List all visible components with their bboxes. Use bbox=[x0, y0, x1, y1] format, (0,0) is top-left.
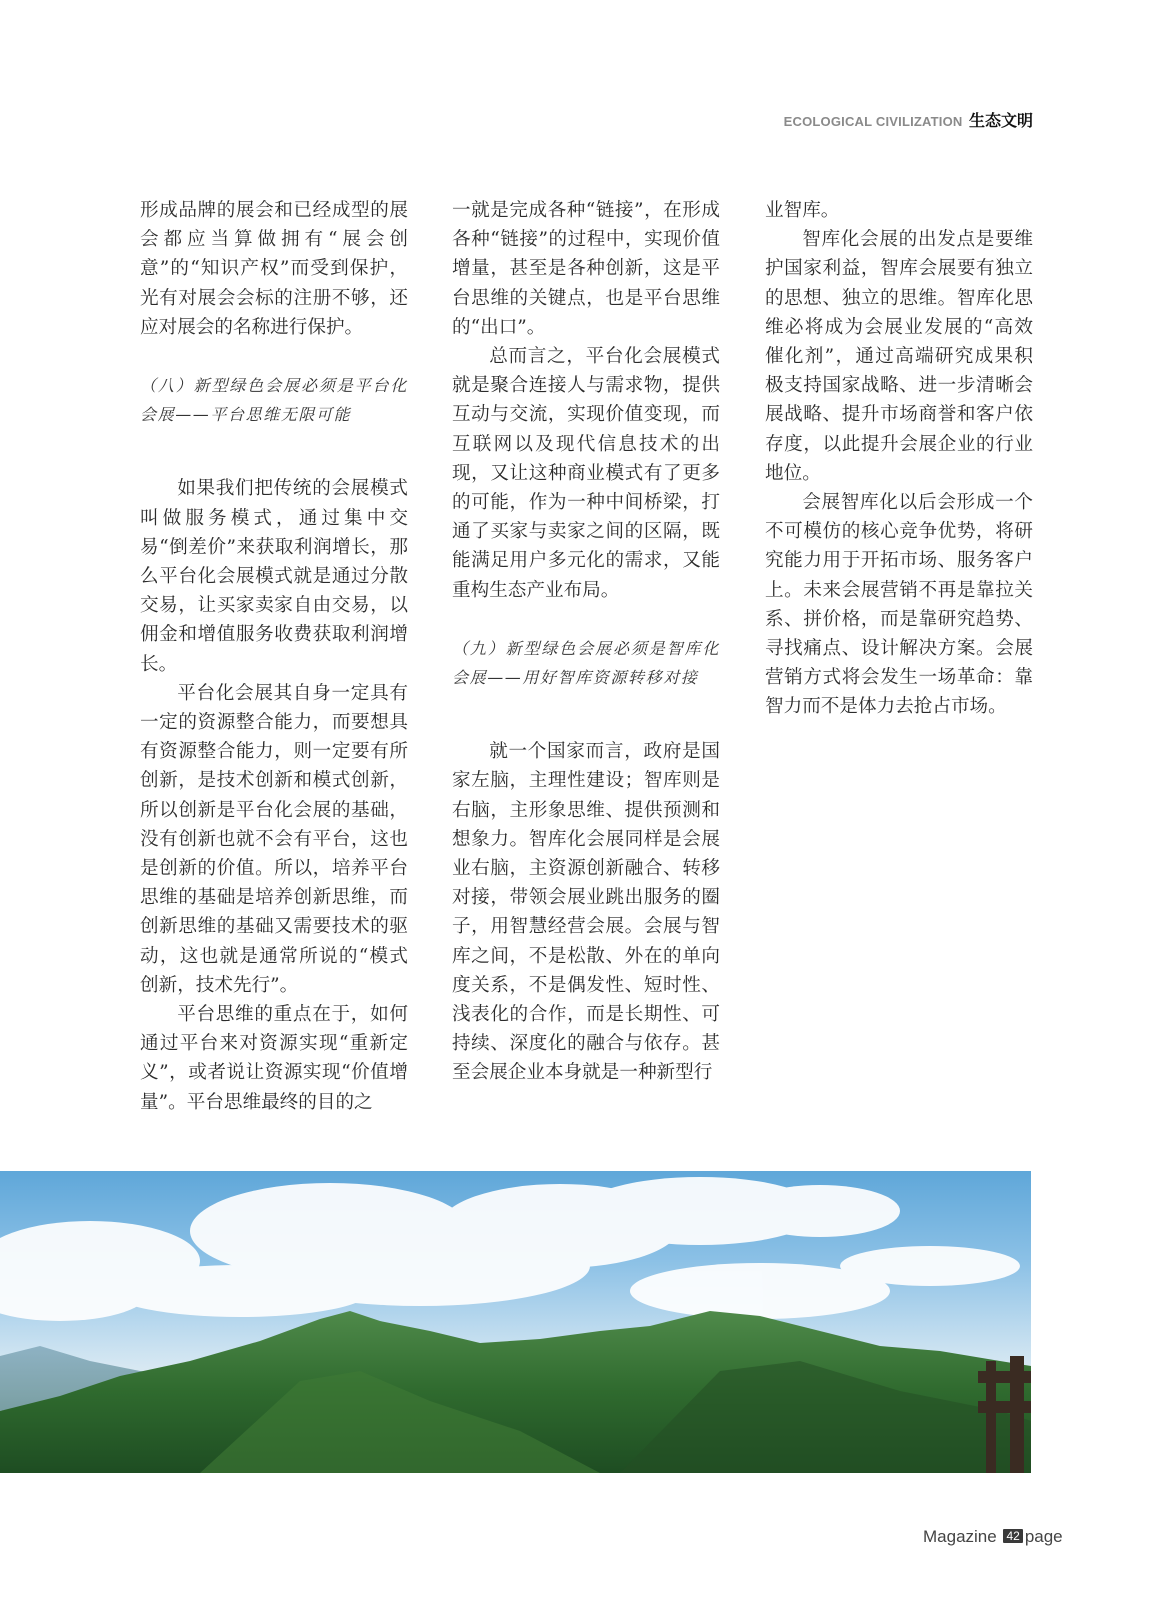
text-column-3 bbox=[765, 196, 1033, 722]
paragraph: 就一个国家而言，政府是国家左脑，主理性建设；智库则是右脑，主形象思维、提供预测和想象力。智库化会展同样是会展业右脑，主资源创新融合、转移对接，带领会展业跳出服务的圈子，用智慧经营会展。会展与智库之间，不是松散、外在的单向度关系，不是偶发性、短时性、浅表化的合作，而是长期性、可持续、深度化的融合与依存。甚至会展企业本身就是一种新型行 bbox=[452, 741, 720, 1084]
page-footer bbox=[923, 1527, 1063, 1547]
clouds bbox=[0, 1177, 1020, 1321]
running-header bbox=[784, 108, 1033, 131]
mountain-landscape-photo bbox=[0, 1171, 1031, 1473]
text-column-2 bbox=[452, 196, 720, 1088]
paragraph: 智库化会展的出发点是要维护国家利益，智库会展要有独立的思想、独立的思维。智库化思维必将成为会展业发展的“高效催化剂”，通过高端研究成果积极支持国家战略、进一步清晰会展战略、提升市场商誉和客户依存度，以此提升会展企业的行业地位。 bbox=[765, 229, 1033, 484]
section-heading-9: （九）新型绿色会展必须是智库化会展——用好智库资源转移对接 bbox=[452, 638, 720, 688]
landscape-illustration bbox=[0, 1171, 1031, 1473]
paragraph: 平台化会展其自身一定具有一定的资源整合能力，而要想具有资源整合能力，则一定要有所创新，是技术创新和模式创新，所以创新是平台化会展的基础，没有创新也就不会有平台，这也是创新的价值。所以，培养平台思维的基础是培养创新思维，而创新思维的基础又需要技术的驱动，这也就是通常所说的“模式创新，技术先行”。 bbox=[140, 682, 408, 996]
page-number-badge: 42 bbox=[1003, 1529, 1022, 1543]
text-column-1 bbox=[140, 196, 408, 1117]
paragraph: 平台思维的重点在于，如何通过平台来对资源实现“重新定义”，或者说让资源实现“价值增量”。平台思维最终的目的之 bbox=[140, 1004, 408, 1113]
header-english: ECOLOGICAL CIVILIZATION bbox=[783, 114, 963, 129]
footer-page-label: page bbox=[1024, 1527, 1063, 1546]
paragraph: 如果我们把传统的会展模式叫做服务模式，通过集中交易“倒差价”来获取利润增长，那么平台化会展模式就是通过分散交易，让买家卖家自由交易，以佣金和增值服务收费获取利润增长。 bbox=[140, 478, 408, 675]
paragraph: 一就是完成各种“链接”，在形成各种“链接”的过程中，实现价值增量，甚至是各种创新，这是平台思维的关键点，也是平台思维的“出口”。 bbox=[452, 200, 720, 338]
section-heading-8: （八）新型绿色会展必须是平台化会展——平台思维无限可能 bbox=[140, 376, 408, 425]
header-chinese: 生态文明 bbox=[968, 113, 1033, 130]
paragraph: 业智库。 bbox=[765, 200, 840, 221]
paragraph: 会展智库化以后会形成一个不可模仿的核心竞争优势，将研究能力用于开拓市场、服务客户上。未来会展营销不再是靠拉关系、拼价格，而是靠研究趋势、寻找痛点、设计解决方案。会展营销方式将会发生一场革命：靠智力而不是体力去抢占市场。 bbox=[765, 492, 1033, 718]
paragraph: 形成品牌的展会和已经成型的展会都应当算做拥有“展会创意”的“知识产权”而受到保护，光有对展会会标的注册不够，还应对展会的名称进行保护。 bbox=[140, 200, 408, 338]
footer-magazine-label: Magazine bbox=[923, 1527, 997, 1546]
paragraph: 总而言之，平台化会展模式就是聚合连接人与需求物，提供互动与交流，实现价值变现，而互联网以及现代信息技术的出现，又让这种商业模式有了更多的可能，作为一种中间桥梁，打通了买家与卖家之间的区隔，既能满足用户多元化的需求，又能重构生态产业布局。 bbox=[452, 346, 720, 601]
